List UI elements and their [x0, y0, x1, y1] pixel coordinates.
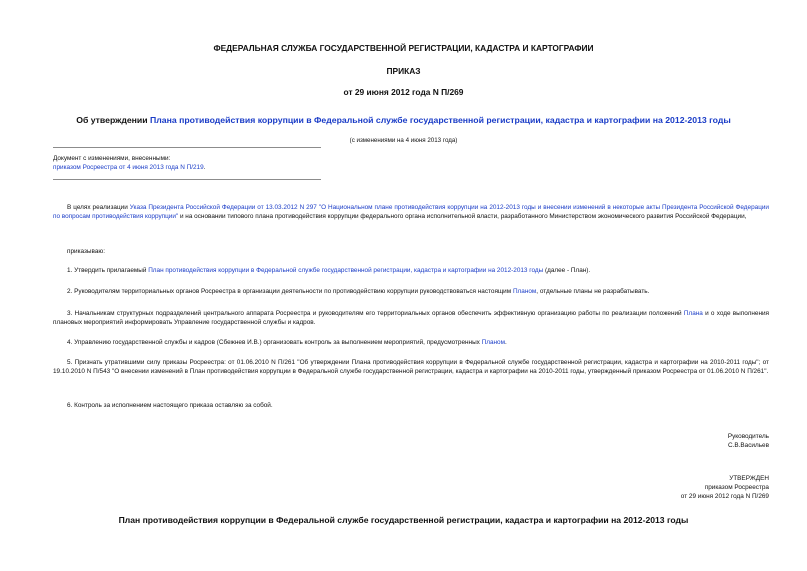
amendment-note: (с изменениями на 4 июня 2013 года) [349, 137, 458, 144]
note-end: . [203, 164, 206, 171]
plan-link-item-3[interactable]: Плана [683, 310, 703, 317]
approval-block [681, 474, 769, 501]
p4-text-end: , отдельные планы не разрабатывать. [536, 288, 650, 295]
plan-link-item-4[interactable]: Планом [481, 339, 506, 346]
doc-type-heading: ПРИКАЗ [386, 66, 421, 76]
document-title [0, 115, 807, 125]
paragraph-item-4 [53, 338, 769, 347]
plan-link-item-1[interactable]: План противодействия коррупции в Федеральной службе государственной регистрации, кадастра и картографии на 2012-2013 годы [148, 267, 544, 274]
signature-block [728, 432, 769, 450]
p3-text-end: (далее - План). [543, 267, 591, 274]
agency-heading: ФЕДЕРАЛЬНАЯ СЛУЖБА ГОСУДАРСТВЕННОЙ РЕГИСТРАЦИИ, КАДАСТРА И КАРТОГРАФИИ [213, 43, 594, 53]
note-line: Документ с изменениями, внесенными: [53, 155, 171, 162]
amending-order-link[interactable]: приказом Росреестра от 4 июня 2013 года N П/219 [53, 164, 204, 171]
p6-text-end: . [505, 339, 507, 346]
plan-link-item-2[interactable]: Планом [512, 288, 537, 295]
paragraph-item-5: 5. Признать утратившими силу приказы Росреестра: от 01.06.2010 N П/261 "Об утверждении Плана противодействия коррупции в Федеральной службе государственной регистрации, кадастра и картографии на 2010-2011 годы"; от 19.10.2010 N П/543 "О внесении изменений в План противодействия коррупции в Федеральной службе государственной регистрации, кадастра и картографии на 2010-2011 годы, утвержденный приказом Росреестра от 01.06.2010 N П/261". [53, 359, 769, 375]
approval-line-3: от 29 июня 2012 года N П/269 [680, 493, 769, 500]
p3-text: 1. Утвердить прилагаемый [67, 267, 149, 274]
paragraph-order-word: приказываю: [67, 248, 105, 255]
paragraph-item-3 [53, 309, 769, 327]
p5-text-end: и о ходе выполнения плановых мероприятий информировать Управление государственной службы и кадров. [53, 310, 769, 326]
paragraph-preamble [53, 203, 769, 221]
p1-text-end: и на основании типового плана противодействия коррупции федерального органа исполнительной власти, разработанного Министерством экономического развития Российской Федерации, [178, 213, 747, 220]
note-link-line [53, 163, 321, 172]
p5-text: 3. Начальникам структурных подразделений центрального аппарата Росреестра и руководителям его территориальных органов обеспечить эффективную организацию работы по реализации положений [67, 310, 684, 317]
plan-title-link[interactable]: Плана противодействия коррупции в Федеральной службе государственной регистрации, кадастра и картографии на 2012-2013 годы [150, 115, 731, 125]
approval-line-2: приказом Росреестра [704, 484, 769, 491]
note-text [53, 148, 321, 172]
approval-line-1: УТВЕРЖДЕН [729, 475, 769, 482]
amendments-box [53, 147, 321, 180]
p1-text: В целях реализации [67, 204, 130, 211]
paragraph-item-2 [53, 287, 769, 296]
plan-heading: План противодействия коррупции в Федеральной службе государственной регистрации, кадастра и картографии на 2012-2013 годы [118, 515, 689, 525]
p6-text: 4. Управлению государственной службы и кадров (Сбежнев И.В.) организовать контроль за выполнением мероприятий, предусмотренных [67, 339, 482, 346]
p4-text: 2. Руководителям территориальных органов Росреестра в организации деятельности по противодействию коррупции руководствоваться настоящим [67, 288, 513, 295]
title-prefix: Об утверждении [76, 115, 151, 125]
signatory-name: С.В.Васильев [727, 442, 769, 449]
signatory-role: Руководитель [727, 433, 769, 440]
note-bottom-rule [53, 179, 321, 180]
paragraph-item-1 [53, 266, 769, 275]
paragraph-item-6: 6. Контроль за исполнением настоящего приказа оставляю за собой. [67, 402, 273, 409]
presidential-decree-link[interactable]: Указа Президента Российской Федерации от 13.03.2012 N 297 "О Национальном плане противодействия коррупции на 2012-2013 годы и внесении изменений в некоторые акты Президента Российской Федерации по вопросам противодействия коррупции" [53, 204, 769, 220]
doc-date-number: от 29 июня 2012 года N П/269 [343, 87, 464, 97]
